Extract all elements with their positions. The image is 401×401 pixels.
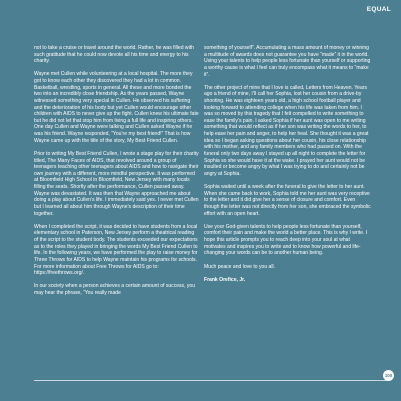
paragraph: Use your God-given talents to help people less fortunate than yourself, comfort their pain and make the world a better place. This is why I write. I hope this article prompts you to reach deep into your soul at what motivates and inspires you to write and to know how powerful and life-changing your words can be to another human being. (204, 223, 368, 257)
magazine-logo: EQUAL (366, 6, 391, 13)
author-signature: Frank Orefice, Jr. (204, 276, 246, 283)
right-column (204, 45, 372, 290)
paragraph: The other project of mine that I love is called, Letters from Heaven. Years ago a friend of mine, I’ll call her Sophia, lost her cousin from a drive-by shooting. He was eighteen years old, a high school football player and looking forward to attending college when his life was taken from him. I was so moved by this tragedy that I felt compelled to write something to ease the family’s pain. I asked Sophia if her aunt was open to me writing something that would reflect as if her son was writing the words to her, to help ease her pain and anger, to help her heal. She thought it was a great idea so I began asking questions about her cousin, his close relationship with his mother, and any family members who had passed on. With the funeral only two days away I stayed up all night to complete the letter for Sophia so she would have it at the wake. I prayed her aunt would not be insulted or become angry by what I was trying to do and certainly not be angry at Sophia. (204, 84, 369, 177)
page-number-badge: 100 (383, 370, 394, 381)
paragraph: Sophia waited until a week after the funeral to give the letter to her aunt. When she came back to work, Sophia told me her aunt was very receptive to the letter and it did give her a sense of closure and comfort. Even though the letter was not directly from her son, she embraced the symbolic effort with an open heart. (204, 184, 371, 217)
paragraph: Wayne met Cullen while volunteering at a local hospital. The more they got to know each other they discovered they had a lot in common. Basketball, wrestling, sports in general. All these and more bonded the two into an incredibly close friendship. As the years passed, Wayne witnessed something very special in Cullen. He observed his suffering and the deterioration of his body but yet Cullen would encourage other children with AIDS to never give up the fight. Cullen knew his ultimate fate but he did not let that stop him from living a full life and inspiring others. One day Cullen and Wayne were talking and Cullen asked Wayne if he was his friend. Wayne responded, “You’re my best friend!” That is how Wayne came up with the title of the story, My Best Friend Cullen. (34, 71, 199, 144)
paragraph: something of yourself”. Accumulating a mass amount of money or winning a multitude of awards does not guarantee you have “made” it in the world. Using your talents to help people less fortunate than yourself or supporting a worthy cause is what I feel can truly encompass what it means to “make it”. (204, 45, 371, 78)
left-column (34, 45, 199, 303)
footer-rule (34, 380, 389, 381)
paragraph: not to take a cruise or travel around the world. Rather, he was filled with such gratitude that he could now devote all his time and energy to his charity. (34, 45, 194, 65)
paragraph: Much peace and love to you all. (204, 263, 275, 270)
paragraph: When I completed the script, it was decided to have students from a local elementary school in Paterson, New Jersey perform a theatrical reading of the script to the student body. The students exceeded our expectations as to the roles they played in bringing the words My Best Friend Cullen to life. In the following years, we have performed the play to raise money for Three Throws for AIDS to help Wayne maintain his programs for schools. For more information about Free Throws for AIDS go to: https://freethrows.org/. (34, 223, 198, 277)
paragraph: In our society when a person achieves a certain amount of success, you may hear the phrase, “You really made (34, 283, 196, 296)
paragraph: Prior to writing My Best Friend Cullen, I wrote a stage play for their charity titled, The Many Faces of AIDS, that revolved around a group of teenagers teaching other teenagers about AIDS and how to navigate their own journey with a different, more mindful perspective. It was performed at Bloomfield High School in Bloomfield, New Jersey with many locals filling the seats. Shortly after the performance, Cullen passed away. Wayne was devastated. It was then that Wayne approached me about doing a play about Cullen’s life. I immediately said yes. I never met Cullen but I learned all about him through Wayne’s description of their time together. (34, 150, 199, 217)
